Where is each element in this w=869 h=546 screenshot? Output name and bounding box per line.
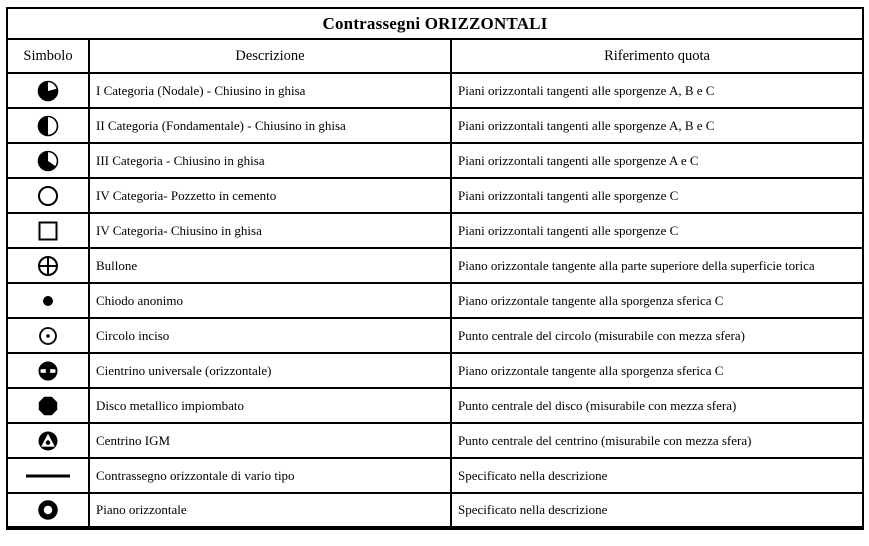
table-row <box>7 108 863 143</box>
circle-two-thirds-black-icon <box>36 149 60 173</box>
table-title-row <box>7 8 863 39</box>
row-quota: Piano orizzontale tangente alla sporgenza sferica C <box>451 283 863 318</box>
row-quota: Piano orizzontale tangente alla parte superiore della superficie torica <box>451 248 863 283</box>
circle-seven-eighths-black-icon <box>36 79 60 103</box>
horizontal-line-icon <box>22 464 74 488</box>
table-row <box>7 73 863 108</box>
circle-center-dot-icon <box>36 324 60 348</box>
table-row <box>7 213 863 248</box>
small-filled-dot-icon <box>36 289 60 313</box>
row-quota: Specificato nella descrizione <box>451 493 863 528</box>
row-description: IV Categoria- Pozzetto in cemento <box>89 178 451 213</box>
column-header-descrizione: Descrizione <box>89 39 451 73</box>
row-description: Bullone <box>89 248 451 283</box>
row-description: III Categoria - Chiusino in ghisa <box>89 143 451 178</box>
row-quota: Punto centrale del disco (misurabile con mezza sfera) <box>451 388 863 423</box>
row-quota: Punto centrale del centrino (misurabile con mezza sfera) <box>451 423 863 458</box>
table-row <box>7 178 863 213</box>
table-row <box>7 493 863 528</box>
row-quota: Piani orizzontali tangenti alle sporgenze C <box>451 213 863 248</box>
square-outline-icon <box>36 219 60 243</box>
row-description: Contrassegno orizzontale di vario tipo <box>89 458 451 493</box>
row-quota: Piano orizzontale tangente alla sporgenza sferica C <box>451 353 863 388</box>
row-quota: Piani orizzontali tangenti alle sporgenze C <box>451 178 863 213</box>
row-description: IV Categoria- Chiusino in ghisa <box>89 213 451 248</box>
row-quota: Specificato nella descrizione <box>451 458 863 493</box>
circle-triangle-dot-igm-icon <box>36 429 60 453</box>
table-row <box>7 423 863 458</box>
row-description: I Categoria (Nodale) - Chiusino in ghisa <box>89 73 451 108</box>
row-description: Circolo inciso <box>89 318 451 353</box>
table-row <box>7 248 863 283</box>
filled-octagon-icon <box>36 394 60 418</box>
table-title: Contrassegni ORIZZONTALI <box>7 8 863 39</box>
table-row <box>7 388 863 423</box>
horizontal-marks-table <box>6 7 864 530</box>
circle-left-half-black-icon <box>36 114 60 138</box>
column-header-simbolo: Simbolo <box>7 39 89 73</box>
table-row <box>7 318 863 353</box>
table-row <box>7 143 863 178</box>
row-description: Centrino IGM <box>89 423 451 458</box>
table-header-row <box>7 39 863 73</box>
table-row <box>7 353 863 388</box>
circle-outline-icon <box>36 184 60 208</box>
filled-circle-slot-dot-icon <box>36 359 60 383</box>
row-description: Cientrino universale (orizzontale) <box>89 353 451 388</box>
row-quota: Piani orizzontali tangenti alle sporgenze A, B e C <box>451 108 863 143</box>
row-quota: Punto centrale del circolo (misurabile con mezza sfera) <box>451 318 863 353</box>
row-quota: Piani orizzontali tangenti alle sporgenze A e C <box>451 143 863 178</box>
row-description: Chiodo anonimo <box>89 283 451 318</box>
row-description: Disco metallico impiombato <box>89 388 451 423</box>
row-quota: Piani orizzontali tangenti alle sporgenze A, B e C <box>451 73 863 108</box>
column-header-quota: Riferimento quota <box>451 39 863 73</box>
row-description: Piano orizzontale <box>89 493 451 528</box>
table-row <box>7 283 863 318</box>
circle-crosshair-icon <box>36 254 60 278</box>
row-description: II Categoria (Fondamentale) - Chiusino in ghisa <box>89 108 451 143</box>
table-row <box>7 458 863 493</box>
thick-ring-icon <box>36 498 60 522</box>
